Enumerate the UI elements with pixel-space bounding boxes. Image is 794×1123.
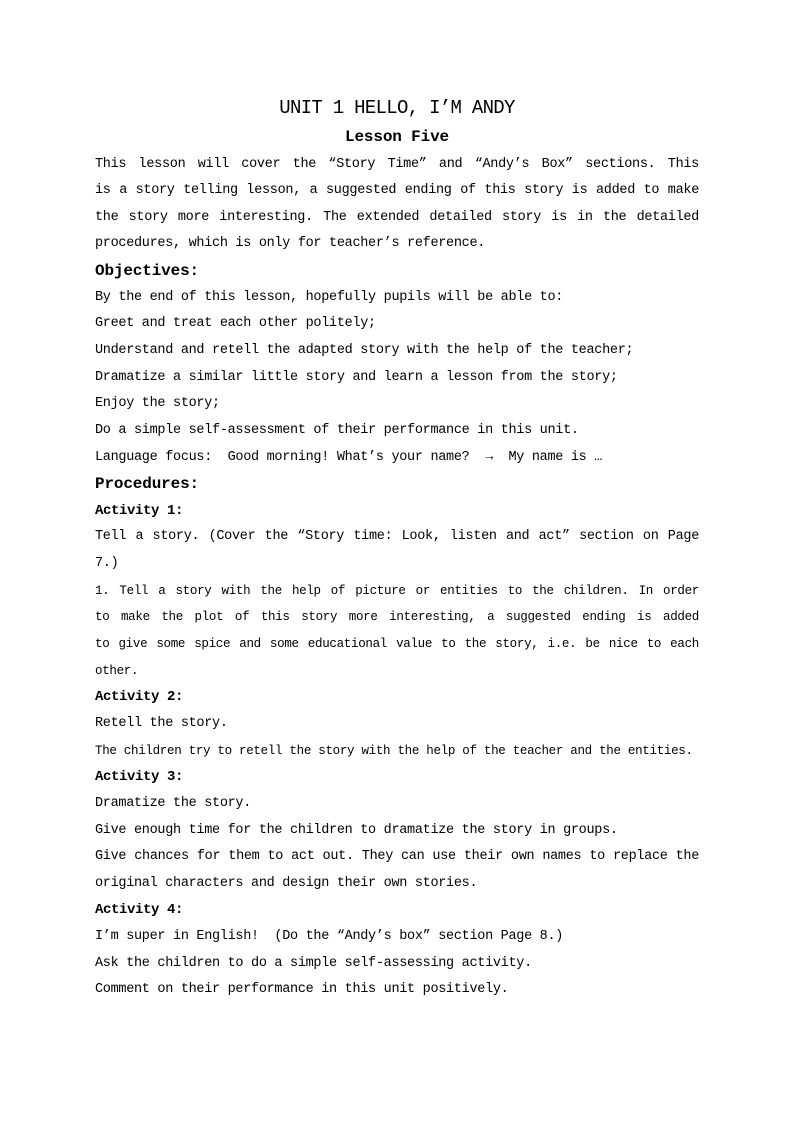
activity-1 [95, 498, 699, 684]
activity-heading: Activity 3: [95, 769, 184, 786]
intro-paragraph [95, 152, 699, 259]
lesson-subtitle: Lesson Five [345, 127, 449, 146]
intro-line: the story more interesting. The extended detailed story is in the detailed [95, 209, 699, 225]
objective-line: Understand and retell the adapted story with the help of the teacher; [95, 342, 634, 358]
activity-line: Give enough time for the children to dramatize the story in groups. [95, 822, 618, 838]
activity-line: Comment on their performance in this unit positively. [95, 982, 509, 998]
activity-line: to give some spice and some educational value to the story, i.e. be nice to each [95, 637, 699, 652]
objective-line: Greet and treat each other politely; [95, 316, 376, 332]
objectives-heading: Objectives: [95, 262, 199, 281]
activity-4 [95, 897, 699, 1004]
document-title: UNIT 1 HELLO, I’M ANDY [279, 96, 515, 119]
intro-line: This lesson will cover the “Story Time” and “Andy’s Box” sections. This [95, 156, 699, 172]
activity-heading: Activity 4: [95, 902, 184, 919]
intro-line: procedures, which is only for teacher’s reference. [95, 236, 486, 252]
activity-line: 7.) [95, 556, 119, 572]
activity-line: I’m super in English! (Do the “Andy’s box” section Page 8.) [95, 929, 564, 945]
activity-3 [95, 764, 699, 897]
objective-line: Do a simple self-assessment of their performance in this unit. [95, 422, 579, 438]
activity-line: Give chances for them to act out. They can use their own names to replace the [95, 849, 699, 865]
activity-line: The children try to retell the story with the help of the teacher and the entities. [95, 743, 693, 758]
objective-line: Dramatize a similar little story and learn a lesson from the story; [95, 369, 618, 385]
activity-line: Retell the story. [95, 715, 228, 731]
objective-line: Enjoy the story; [95, 396, 220, 412]
activity-line: Ask the children to do a simple self-assessing activity. [95, 955, 532, 971]
language-focus-line: Language focus: Good morning! What’s your name? → My name is … [95, 449, 603, 465]
intro-line: is a story telling lesson, a suggested ending of this story is added to make [95, 183, 699, 199]
document-page [95, 94, 699, 1005]
activity-line: Dramatize the story. [95, 795, 252, 811]
activity-line: 1. Tell a story with the help of picture or entities to the children. In order [95, 583, 699, 598]
objective-line: By the end of this lesson, hopefully pupils will be able to: [95, 289, 564, 305]
activity-line: to make the plot of this story more interesting, a suggested ending is added [95, 610, 699, 625]
activity-heading: Activity 1: [95, 502, 184, 519]
activity-heading: Activity 2: [95, 689, 184, 706]
activity-line: Tell a story. (Cover the “Story time: Look, listen and act” section on Page [95, 529, 699, 545]
activity-2 [95, 684, 699, 764]
activity-line: other. [95, 663, 139, 678]
procedures-heading: Procedures: [95, 475, 199, 494]
activity-line: original characters and design their own stories. [95, 875, 478, 891]
procedures-section [95, 471, 699, 1004]
objectives-section [95, 258, 699, 471]
